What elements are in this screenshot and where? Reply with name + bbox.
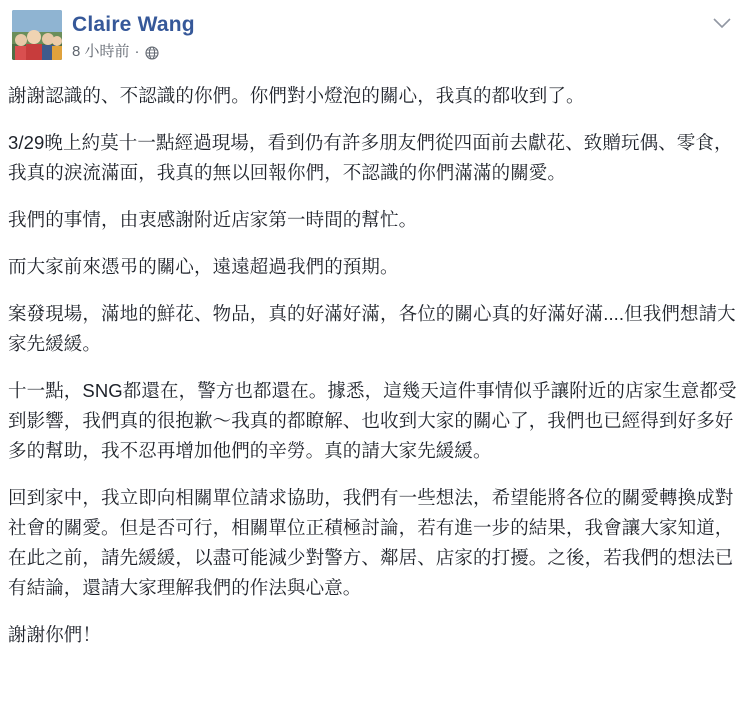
post-timestamp[interactable]: 8 小時前 <box>72 43 130 60</box>
post-header <box>0 0 747 65</box>
avatar[interactable] <box>12 10 62 60</box>
post-paragraph: 3/29晚上約莫十一點經過現場，看到仍有許多朋友們從四面前去獻花、致贈玩偶、零食，我真的淚流滿面，我真的無以回報你們，不認識的你們滿滿的關愛。 <box>8 132 733 183</box>
post-paragraph: 謝謝認識的、不認識的你們。你們對小燈泡的關心，我真的都收到了。 <box>8 85 585 106</box>
chevron-down-icon <box>713 17 731 29</box>
meta-separator: · <box>134 43 140 60</box>
post-paragraph: 十一點，SNG都還在，警方也都還在。據悉，這幾天這件事情似乎讓附近的店家生意都受到影響，我們真的很抱歉～我真的都瞭解、也收到大家的關心了，我們也已經得到好多好多的幫助，我不忍再增加他們的辛勞。真的請大家先緩緩。 <box>8 380 737 461</box>
globe-icon[interactable] <box>145 46 159 60</box>
post-paragraph: 我們的事情，由衷感謝附近店家第一時間的幫忙。 <box>8 209 418 230</box>
post-paragraph: 謝謝你們！ <box>8 624 102 645</box>
post-meta <box>72 43 195 61</box>
post-header-text <box>72 10 195 61</box>
post-menu-button[interactable] <box>711 14 733 32</box>
post-author-name[interactable]: Claire Wang <box>72 13 195 36</box>
post-message <box>0 65 747 650</box>
post-paragraph: 而大家前來憑弔的關心，遠遠超過我們的預期。 <box>8 256 399 277</box>
post-paragraph: 案發現場，滿地的鮮花、物品，真的好滿好滿，各位的關心真的好滿好滿....但我們想請大家先緩緩。 <box>8 303 736 354</box>
post-paragraph: 回到家中，我立即向相關單位請求協助，我們有一些想法，希望能將各位的關愛轉換成對社會的關愛。但是否可行，相關單位正積極討論，若有進一步的結果，我會讓大家知道，在此之前，請先緩緩，以盡可能減少對警方、鄰居、店家的打擾。之後，若我們的想法已有結論，還請大家理解我們的作法與心意。 <box>8 487 734 598</box>
